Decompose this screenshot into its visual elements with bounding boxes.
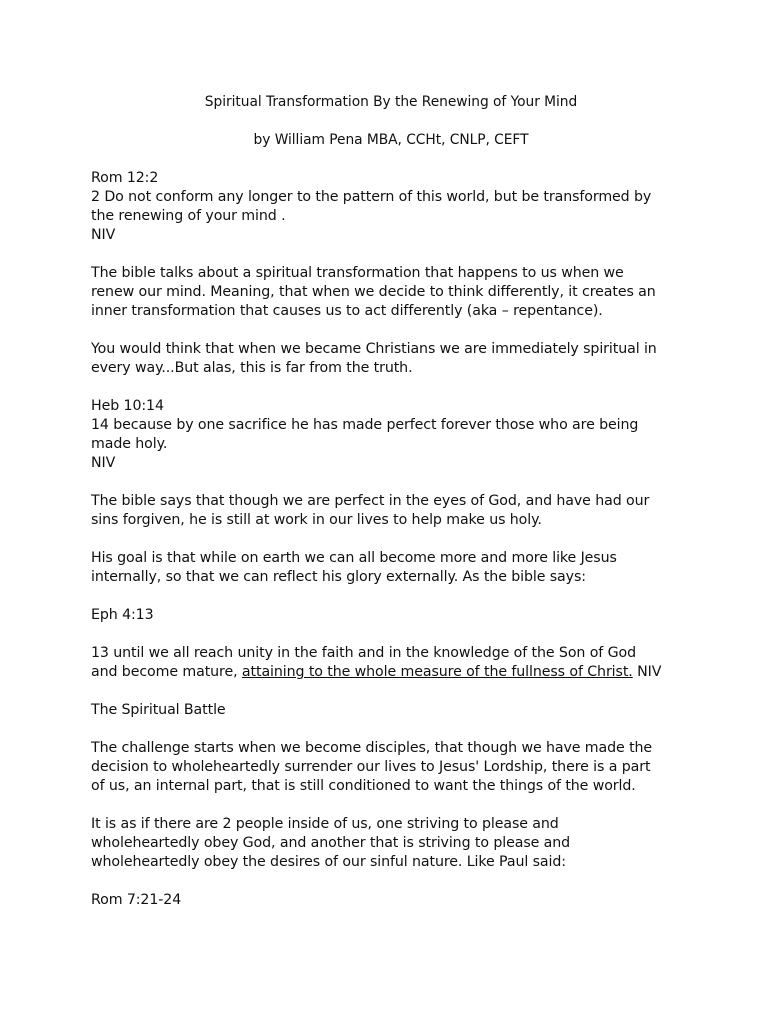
paragraph-line: His goal is that while on earth we can all become more and more like Jesus	[91, 550, 617, 566]
underlined-scripture-phrase: attaining to the whole measure of the fullness of Christ.	[241, 664, 633, 680]
scripture-text-line: the renewing of your mind .	[91, 208, 286, 224]
paragraph-line: wholeheartedly obey the desires of our sinful nature. Like Paul said:	[91, 854, 566, 870]
spacer	[91, 150, 691, 169]
spacer	[91, 530, 691, 549]
document-title: Spiritual Transformation By the Renewing of Your Mind	[204, 94, 578, 110]
spacer	[91, 321, 691, 340]
paragraph-line: internally, so that we can reflect his glory externally. As the bible says:	[91, 569, 586, 585]
scripture-text-line: 13 until we all reach unity in the faith and in the knowledge of the Son of God	[91, 645, 636, 661]
paragraph-line: It is as if there are 2 people inside of us, one striving to please and	[91, 816, 559, 832]
body-paragraph	[91, 815, 691, 872]
scripture-text-prefix: and become mature,	[91, 664, 242, 680]
scripture-version: NIV	[91, 455, 116, 471]
body-paragraph	[91, 340, 691, 378]
section-heading-text: The Spiritual Battle	[91, 702, 226, 718]
scripture-version: NIV	[91, 227, 116, 243]
scripture-text-line: 2 Do not conform any longer to the pattern of this world, but be transformed by	[91, 189, 652, 205]
scripture-rom-12-2	[91, 169, 691, 245]
spacer	[91, 587, 691, 606]
document-byline: by William Pena MBA, CCHt, CNLP, CEFT	[253, 132, 529, 148]
spacer	[91, 473, 691, 492]
paragraph-line: The challenge starts when we become disciples, that though we have made the	[91, 740, 653, 756]
section-heading	[91, 701, 691, 720]
paragraph-line: renew our mind. Meaning, that when we decide to think differently, it creates an	[91, 284, 656, 300]
scripture-heb-10-14	[91, 397, 691, 473]
scripture-reference: Eph 4:13	[91, 607, 154, 623]
spacer	[91, 796, 691, 815]
scripture-version: NIV	[632, 664, 662, 680]
paragraph-line: decision to wholeheartedly surrender our lives to Jesus' Lordship, there is a part	[91, 759, 651, 775]
scripture-reference: Heb 10:14	[91, 398, 164, 414]
spacer	[91, 378, 691, 397]
spacer	[91, 245, 691, 264]
body-paragraph	[91, 264, 691, 321]
spacer	[91, 682, 691, 701]
scripture-text-line: made holy.	[91, 436, 168, 452]
spacer	[91, 872, 691, 891]
scripture-reference: Rom 7:21-24	[91, 892, 182, 908]
body-paragraph	[91, 739, 691, 796]
paragraph-line: The bible says that though we are perfect in the eyes of God, and have had our	[91, 493, 650, 509]
paragraph-line: sins forgiven, he is still at work in our lives to help make us holy.	[91, 512, 542, 528]
scripture-reference-rom-7	[91, 891, 691, 910]
spacer	[91, 625, 691, 644]
paragraph-line: every way...But alas, this is far from the truth.	[91, 360, 413, 376]
scripture-text-line: 14 because by one sacrifice he has made perfect forever those who are being	[91, 417, 639, 433]
paragraph-line: The bible talks about a spiritual transformation that happens to us when we	[91, 265, 624, 281]
scripture-text-line-2	[91, 663, 691, 682]
body-paragraph	[91, 492, 691, 530]
document-page	[91, 93, 691, 910]
scripture-eph-4-13-text	[91, 644, 691, 682]
paragraph-line: inner transformation that causes us to act differently (aka – repentance).	[91, 303, 603, 319]
body-paragraph	[91, 549, 691, 587]
paragraph-line: wholeheartedly obey God, and another that is striving to please and	[91, 835, 571, 851]
paragraph-line: You would think that when we became Christians we are immediately spiritual in	[91, 341, 657, 357]
paragraph-line: of us, an internal part, that is still conditioned to want the things of the world.	[91, 778, 636, 794]
scripture-reference: Rom 12:2	[91, 170, 159, 186]
spacer	[91, 720, 691, 739]
scripture-reference-eph-4-13	[91, 606, 691, 625]
